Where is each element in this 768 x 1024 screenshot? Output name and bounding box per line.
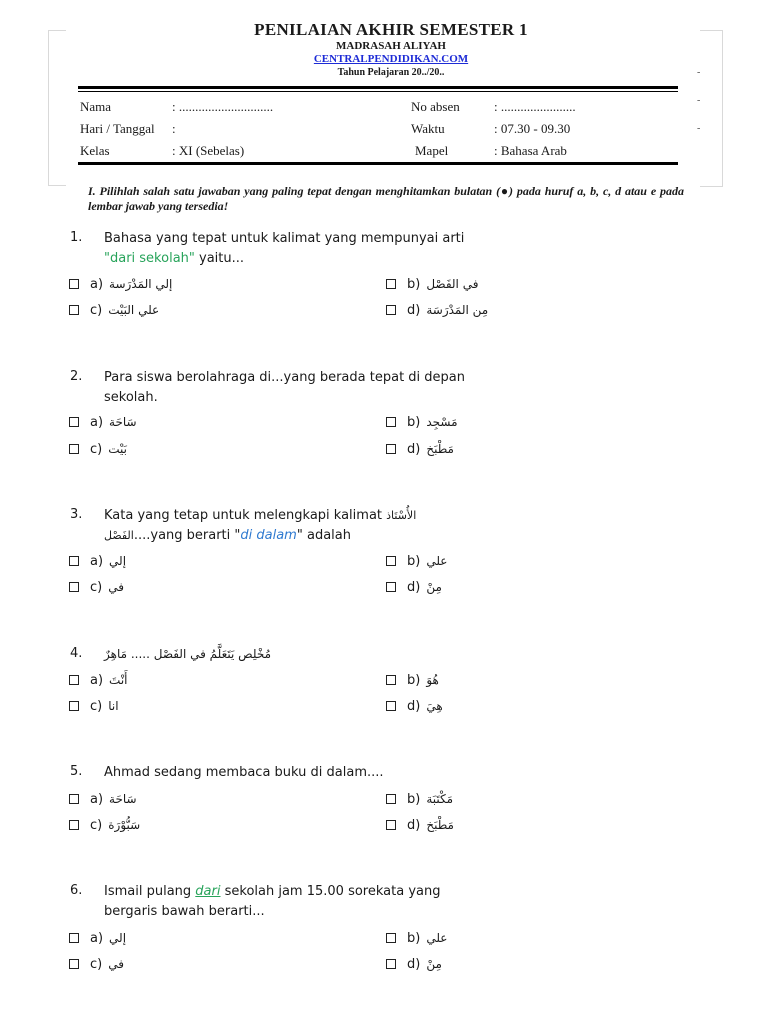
option-label: b): [407, 414, 421, 430]
option-label: c): [90, 302, 103, 318]
option-label: d): [407, 817, 421, 833]
option-label: b): [407, 553, 421, 569]
option-value: سَبُّوْرَة: [108, 818, 141, 832]
question-number: 4.: [70, 646, 83, 661]
option-label: a): [90, 930, 104, 946]
option-label: d): [407, 956, 421, 972]
mapel-label: Mapel: [415, 143, 449, 158]
question-tail: " adalah: [296, 527, 351, 543]
checkbox[interactable]: [386, 556, 396, 566]
option-c[interactable]: [69, 956, 124, 972]
option-a[interactable]: [69, 414, 137, 430]
option-label: b): [407, 672, 421, 688]
option-d[interactable]: [386, 698, 443, 714]
question-line: Kata yang tetap untuk melengkapi kalimat: [104, 508, 387, 523]
option-value: في: [108, 580, 124, 594]
checkbox[interactable]: [69, 279, 79, 289]
option-label: a): [90, 553, 104, 569]
frame-left-line: [48, 30, 49, 185]
checkbox[interactable]: [386, 959, 396, 969]
option-value: مِنْ: [426, 580, 442, 594]
option-label: c): [90, 441, 103, 457]
option-a[interactable]: [69, 930, 126, 946]
question-number: 6.: [70, 883, 83, 898]
option-label: a): [90, 791, 104, 807]
option-b[interactable]: [386, 930, 447, 946]
school-name: MADRASAH ALIYAH: [336, 40, 446, 52]
checkbox[interactable]: [386, 701, 396, 711]
option-d[interactable]: [386, 302, 488, 318]
option-value: في الفَصْل: [426, 277, 479, 291]
question-number: 2.: [70, 369, 83, 384]
checkbox[interactable]: [386, 675, 396, 685]
header-rule-thick: [78, 86, 678, 89]
option-b[interactable]: [386, 791, 453, 807]
option-value: بَيْت: [108, 442, 127, 456]
question-text: [104, 229, 484, 268]
frame-right-line: [722, 30, 723, 187]
checkbox[interactable]: [386, 444, 396, 454]
question-middle: ....yang berarti ": [133, 527, 241, 543]
option-c[interactable]: [69, 302, 159, 318]
margin-mark: -: [697, 123, 701, 134]
highlighted-phrase: "dari sekolah": [104, 250, 195, 266]
option-a[interactable]: [69, 672, 128, 688]
info-rule-thick: [78, 162, 678, 165]
option-label: a): [90, 414, 104, 430]
option-value: علي: [426, 554, 448, 568]
option-label: c): [90, 817, 103, 833]
checkbox[interactable]: [69, 701, 79, 711]
option-value: هُوَ: [426, 673, 439, 687]
option-c[interactable]: [69, 441, 127, 457]
option-label: a): [90, 672, 104, 688]
waktu-label: Waktu: [411, 121, 445, 136]
frame-bottom-left-line: [48, 185, 66, 186]
option-label: d): [407, 441, 421, 457]
option-value: علي: [426, 931, 448, 945]
website-link[interactable]: CENTRALPENDIDIKAN.COM: [313, 53, 469, 65]
option-value: مَطْبَخ: [426, 818, 454, 832]
header-rule-thin: [78, 91, 678, 92]
question-line: Ismail pulang: [104, 884, 196, 899]
question-text: [104, 882, 454, 921]
option-value: سَاحَة: [109, 415, 137, 429]
question-number: 1.: [70, 230, 83, 245]
option-label: c): [90, 956, 103, 972]
option-value: سَاحَة: [109, 792, 137, 806]
question-number: 3.: [70, 507, 83, 522]
highlighted-phrase: dari: [195, 884, 221, 899]
hari-field[interactable]: :: [172, 121, 176, 136]
option-value: في: [108, 957, 124, 971]
nama-label: Nama: [80, 99, 112, 114]
question-text: Ahmad sedang membaca buku di dalam....: [104, 765, 384, 780]
highlighted-phrase: di dalam: [240, 527, 297, 543]
checkbox[interactable]: [386, 820, 396, 830]
option-label: c): [90, 698, 103, 714]
option-value: هِيَ: [426, 699, 443, 713]
kelas-label: Kelas: [80, 143, 110, 158]
academic-year: Tahun Pelajaran 20../20..: [337, 67, 445, 78]
checkbox[interactable]: [69, 675, 79, 685]
option-label: b): [407, 791, 421, 807]
question-line: Bahasa yang tepat untuk kalimat yang mempunyai arti: [104, 231, 465, 246]
option-value: مَطْبَخ: [426, 442, 454, 456]
option-b[interactable]: [386, 276, 478, 292]
nama-field[interactable]: : .............................: [172, 99, 274, 114]
instruction-text: I. Pilihlah salah satu jawaban yang paling tepat dengan menghitamkan bulatan (●) pada huruf a, b, c, d atau e pada lembar jawab yang tersedia!: [88, 184, 684, 213]
option-value: مِن المَدْرَسَة: [426, 303, 489, 317]
option-value: إلي المَدْرَسة: [109, 277, 173, 291]
waktu-value: : 07.30 - 09.30: [494, 121, 571, 136]
option-value: مَكْتَبَة: [426, 792, 454, 806]
checkbox[interactable]: [386, 417, 396, 427]
question-text: [104, 506, 524, 545]
checkbox[interactable]: [386, 582, 396, 592]
checkbox[interactable]: [386, 933, 396, 943]
option-value: مَسْجِد: [426, 415, 458, 429]
frame-bottom-right-line: [700, 186, 722, 187]
checkbox[interactable]: [386, 279, 396, 289]
arabic-word: الأُسْتَاذ: [386, 509, 417, 522]
arabic-word: الفَصْل: [104, 528, 134, 542]
option-b[interactable]: [386, 672, 439, 688]
option-label: a): [90, 276, 104, 292]
option-d[interactable]: [386, 956, 442, 972]
checkbox[interactable]: [69, 820, 79, 830]
option-value: إلي: [109, 931, 127, 945]
checkbox[interactable]: [386, 794, 396, 804]
option-c[interactable]: [69, 698, 119, 714]
option-label: d): [407, 302, 421, 318]
question-tail: sekolah jam 15.00 sorekata yang bergaris bawah berarti...: [104, 884, 441, 919]
option-value: علي البَيْت: [108, 303, 160, 317]
option-d[interactable]: [386, 579, 442, 595]
option-label: b): [407, 930, 421, 946]
option-d[interactable]: [386, 817, 454, 833]
hari-label: Hari / Tanggal: [80, 121, 155, 136]
checkbox[interactable]: [69, 933, 79, 943]
checkbox[interactable]: [69, 305, 79, 315]
question-number: 5.: [70, 764, 83, 779]
absen-label: No absen: [411, 99, 460, 114]
kelas-value: : XI (Sebelas): [172, 143, 245, 158]
option-label: d): [407, 698, 421, 714]
option-b[interactable]: [386, 553, 447, 569]
option-value: مِنْ: [426, 957, 442, 971]
option-label: b): [407, 276, 421, 292]
margin-mark: -: [697, 95, 701, 106]
option-value: إلي: [109, 554, 127, 568]
checkbox[interactable]: [69, 582, 79, 592]
question-text: مُخْلِص يَتَعَلَّمُ في الفَصْل ..... مَاهِرٌ: [104, 647, 272, 661]
checkbox[interactable]: [69, 444, 79, 454]
option-c[interactable]: [69, 579, 124, 595]
checkbox[interactable]: [69, 794, 79, 804]
option-a[interactable]: [69, 553, 126, 569]
checkbox[interactable]: [69, 959, 79, 969]
option-a[interactable]: [69, 276, 172, 292]
option-b[interactable]: [386, 414, 458, 430]
option-d[interactable]: [386, 441, 454, 457]
option-value: أَنْتَ: [109, 673, 128, 687]
margin-mark: -: [697, 67, 701, 78]
exam-title: PENILAIAN AKHIR SEMESTER 1: [254, 20, 528, 39]
mapel-value: : Bahasa Arab: [494, 143, 567, 158]
absen-field[interactable]: : .......................: [494, 99, 576, 114]
checkbox[interactable]: [69, 556, 79, 566]
option-label: c): [90, 579, 103, 595]
checkbox[interactable]: [386, 305, 396, 315]
checkbox[interactable]: [69, 417, 79, 427]
option-a[interactable]: [69, 791, 137, 807]
option-label: d): [407, 579, 421, 595]
option-c[interactable]: [69, 817, 140, 833]
option-value: انا: [108, 699, 119, 713]
question-tail: yaitu...: [194, 250, 245, 266]
question-text: Para siswa berolahraga di...yang berada tepat di depan sekolah.: [104, 370, 465, 405]
